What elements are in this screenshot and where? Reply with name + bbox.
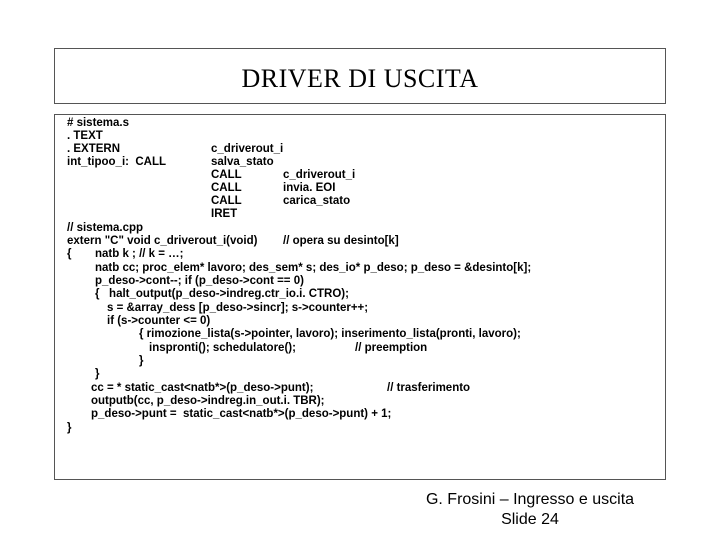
code-line: { halt_output(p_deso->indreg.ctr_io.i. CTRO); [95,288,349,300]
code-line: if (s->counter <= 0) [107,315,211,327]
code-line: CALL [211,182,242,194]
code-line: c_driverout_i [283,169,356,181]
code-line: p_deso->cont--; if (p_deso->cont == 0) [95,275,304,287]
code-line: // preemption [355,342,428,354]
code-box [54,114,666,480]
code-line: // trasferimento [387,382,471,394]
slide-footer [400,490,660,530]
code-line: outputb(cc, p_deso->indreg.in_out.i. TBR); [91,395,325,407]
slide-title: DRIVER DI USCITA [241,64,479,93]
code-line: } [67,422,72,434]
code-line: carica_stato [283,195,351,207]
title-box [54,48,666,104]
footer-author: G. Frosini – Ingresso e uscita [425,491,635,508]
code-line: . TEXT [67,130,103,142]
code-line: CALL [211,195,242,207]
code-line: // opera su desinto[k] [283,235,399,247]
code-line: cc = * static_cast<natb*>(p_deso->punt); [91,382,314,394]
code-line: invia. EOI [283,182,336,194]
code-line: IRET [211,208,238,220]
code-line: } [95,368,100,380]
code-line: } [139,355,144,367]
code-line: { rimozione_lista(s->pointer, lavoro); inserimento_lista(pronti, lavoro); [139,328,521,340]
code-line: # sistema.s [67,117,130,129]
code-line: c_driverout_i [211,143,284,155]
code-line: natb cc; proc_elem* lavoro; des_sem* s; des_io* p_deso; p_deso = &desinto[k]; [95,262,532,274]
code-line: . EXTERN [67,143,121,155]
code-line: int_tipoo_i: CALL [67,156,167,168]
code-line: // sistema.cpp [67,222,144,234]
code-line: natb k ; // k = …; [95,248,184,260]
footer-slide-number: Slide 24 [501,511,559,528]
code-line: inspronti(); schedulatore(); [149,342,296,354]
code-line: salva_stato [211,156,274,168]
code-line: extern "C" void c_driverout_i(void) [67,235,258,247]
code-line: s = &array_dess [p_deso->sincr]; s->counter++; [107,302,369,314]
code-line: CALL [211,169,242,181]
code-line: { [67,248,72,260]
code-line: p_deso->punt = static_cast<natb*>(p_deso->punt) + 1; [91,408,392,420]
